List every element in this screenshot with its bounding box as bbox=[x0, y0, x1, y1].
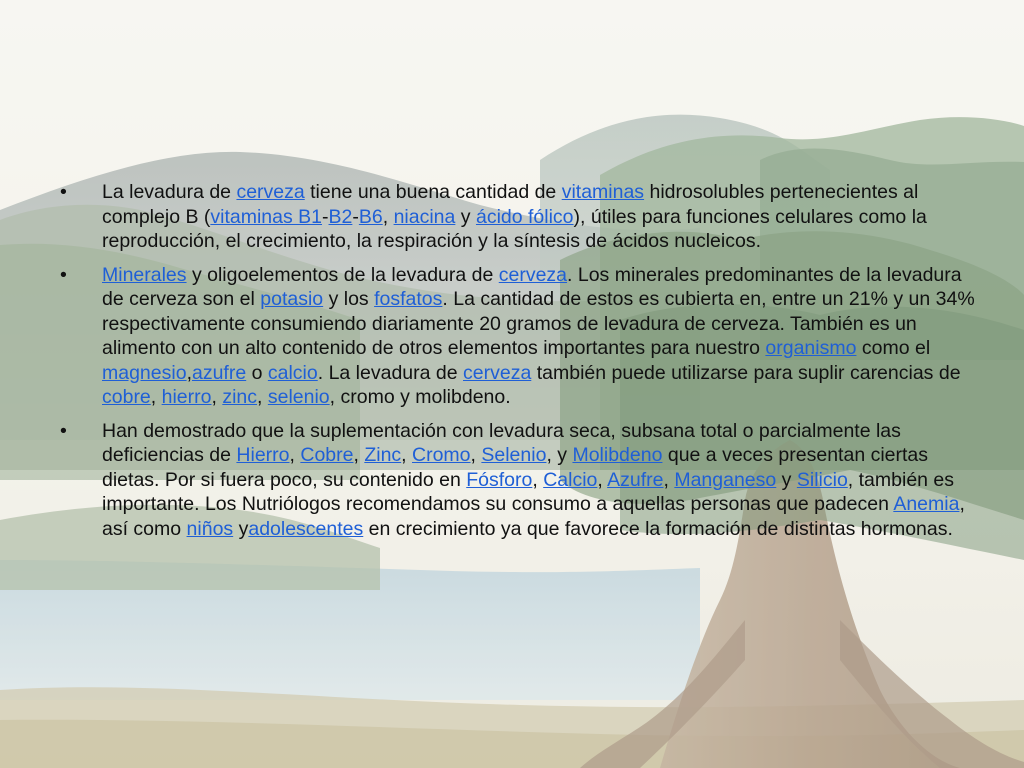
bullet-list bbox=[58, 180, 978, 541]
hyperlink[interactable]: Silicio bbox=[796, 468, 848, 491]
bullet-text: , bbox=[186, 361, 192, 384]
hyperlink[interactable]: magnesio bbox=[102, 361, 187, 384]
hyperlink[interactable]: cerveza bbox=[498, 263, 568, 286]
bullet-text: y los bbox=[323, 288, 375, 310]
hyperlink[interactable]: vitaminas bbox=[561, 181, 645, 203]
hyperlink[interactable]: Calcio bbox=[543, 468, 598, 491]
bullet-dot-icon: • bbox=[60, 181, 67, 203]
hyperlink[interactable]: zinc bbox=[222, 386, 258, 408]
bullet-text: , también es importante. Los Nutriólogos recomendamos su consumo a aquellas personas que padecen bbox=[102, 468, 955, 515]
hyperlink[interactable]: ácido fólico bbox=[475, 205, 574, 228]
hyperlink[interactable]: B2 bbox=[328, 205, 353, 228]
hyperlink[interactable]: Hierro bbox=[236, 444, 290, 466]
bullet-text: , así como bbox=[102, 493, 965, 540]
bullet-text: - bbox=[352, 205, 359, 228]
bullet-text: , cromo y molibdeno. bbox=[329, 386, 511, 408]
bullet-text: , bbox=[597, 468, 608, 491]
hyperlink[interactable]: Cobre bbox=[300, 444, 354, 466]
bullet-text: y oligoelementos de la levadura de bbox=[186, 263, 499, 286]
hyperlink[interactable]: adolescentes bbox=[248, 517, 364, 540]
hyperlink[interactable]: Minerales bbox=[102, 263, 187, 286]
bullet-text: , bbox=[257, 386, 268, 408]
bullet-text: tiene una buena cantidad de bbox=[304, 181, 562, 203]
bullet-text: - bbox=[322, 205, 329, 228]
bullet-text: , bbox=[353, 444, 365, 466]
bullet-text: . La cantidad de estos es cubierta en, entre un 21% y un 34% respectivamente consumiendo diariamente 20 gramos de levadura de cerveza. También es un alimento con un alto contenido de otros elementos importantes para nuestro bbox=[102, 288, 975, 359]
bullet-text: , bbox=[470, 444, 482, 466]
hyperlink[interactable]: Manganeso bbox=[674, 468, 777, 491]
bullet-dot-icon: • bbox=[60, 419, 67, 442]
bullet-text: , bbox=[211, 386, 223, 408]
bullet-text: hidrosolubles pertenecientes al complejo B ( bbox=[102, 181, 919, 228]
hyperlink[interactable]: azufre bbox=[191, 361, 247, 384]
hyperlink[interactable]: B6 bbox=[358, 205, 383, 228]
bullet-item bbox=[58, 180, 978, 254]
hyperlink[interactable]: Molibdeno bbox=[572, 444, 663, 466]
bullet-text: , bbox=[401, 444, 413, 466]
hyperlink[interactable]: cerveza bbox=[463, 361, 532, 384]
hyperlink[interactable]: Fósforo bbox=[466, 468, 533, 491]
bullet-text: también puede utilizarse para suplir carencias de bbox=[531, 361, 961, 384]
bullet-text: , bbox=[150, 386, 162, 408]
hyperlink[interactable]: hierro bbox=[161, 386, 212, 408]
bullet-text: que a veces presentan ciertas dietas. Por si fuera poco, su contenido en bbox=[102, 444, 929, 491]
hyperlink[interactable]: potasio bbox=[260, 288, 324, 310]
hyperlink[interactable]: Zinc bbox=[364, 444, 402, 466]
hyperlink[interactable]: selenio bbox=[267, 386, 330, 408]
bullet-text: . La levadura de bbox=[317, 361, 464, 384]
bullet-text: y bbox=[455, 205, 476, 228]
bullet-item bbox=[58, 263, 978, 410]
hyperlink[interactable]: Azufre bbox=[607, 468, 664, 491]
hyperlink[interactable]: Selenio bbox=[481, 444, 547, 466]
bullet-text: , bbox=[532, 468, 544, 491]
hyperlink[interactable]: niños bbox=[186, 517, 234, 540]
bullet-text: , y bbox=[546, 444, 573, 466]
hyperlink[interactable]: Cromo bbox=[412, 444, 471, 466]
slide-body bbox=[58, 180, 978, 550]
bullet-item bbox=[58, 419, 978, 542]
bullet-text: , bbox=[289, 444, 301, 466]
bullet-text: ), útiles para funciones celulares como la reproducción, el crecimiento, la respiración y la síntesis de ácidos nucleicos. bbox=[102, 205, 927, 252]
bullet-text: La levadura de bbox=[102, 181, 237, 203]
bullet-text: o bbox=[246, 361, 268, 384]
bullet-text: , bbox=[382, 205, 394, 228]
hyperlink[interactable]: cerveza bbox=[236, 181, 305, 203]
hyperlink[interactable]: Anemia bbox=[893, 493, 960, 515]
hyperlink[interactable]: organismo bbox=[765, 337, 857, 359]
bullet-text: como el bbox=[856, 337, 931, 359]
bullet-text: . Los minerales predominantes de la levadura de cerveza son el bbox=[102, 263, 962, 310]
hyperlink[interactable]: calcio bbox=[267, 361, 318, 384]
bullet-text: Han demostrado que la suplementación con levadura seca, subsana total o parcialmente las deficiencias de bbox=[102, 419, 901, 466]
bullet-text: y bbox=[776, 468, 797, 491]
hyperlink[interactable]: niacina bbox=[393, 205, 456, 228]
bullet-dot-icon: • bbox=[60, 263, 67, 286]
bullet-text: , bbox=[663, 468, 675, 491]
bullet-text: y bbox=[233, 517, 249, 540]
hyperlink[interactable]: vitaminas B1 bbox=[210, 205, 323, 228]
hyperlink[interactable]: fosfatos bbox=[374, 288, 443, 310]
bullet-text: en crecimiento ya que favorece la formación de distintas hormonas. bbox=[363, 517, 953, 540]
hyperlink[interactable]: cobre bbox=[102, 386, 151, 408]
